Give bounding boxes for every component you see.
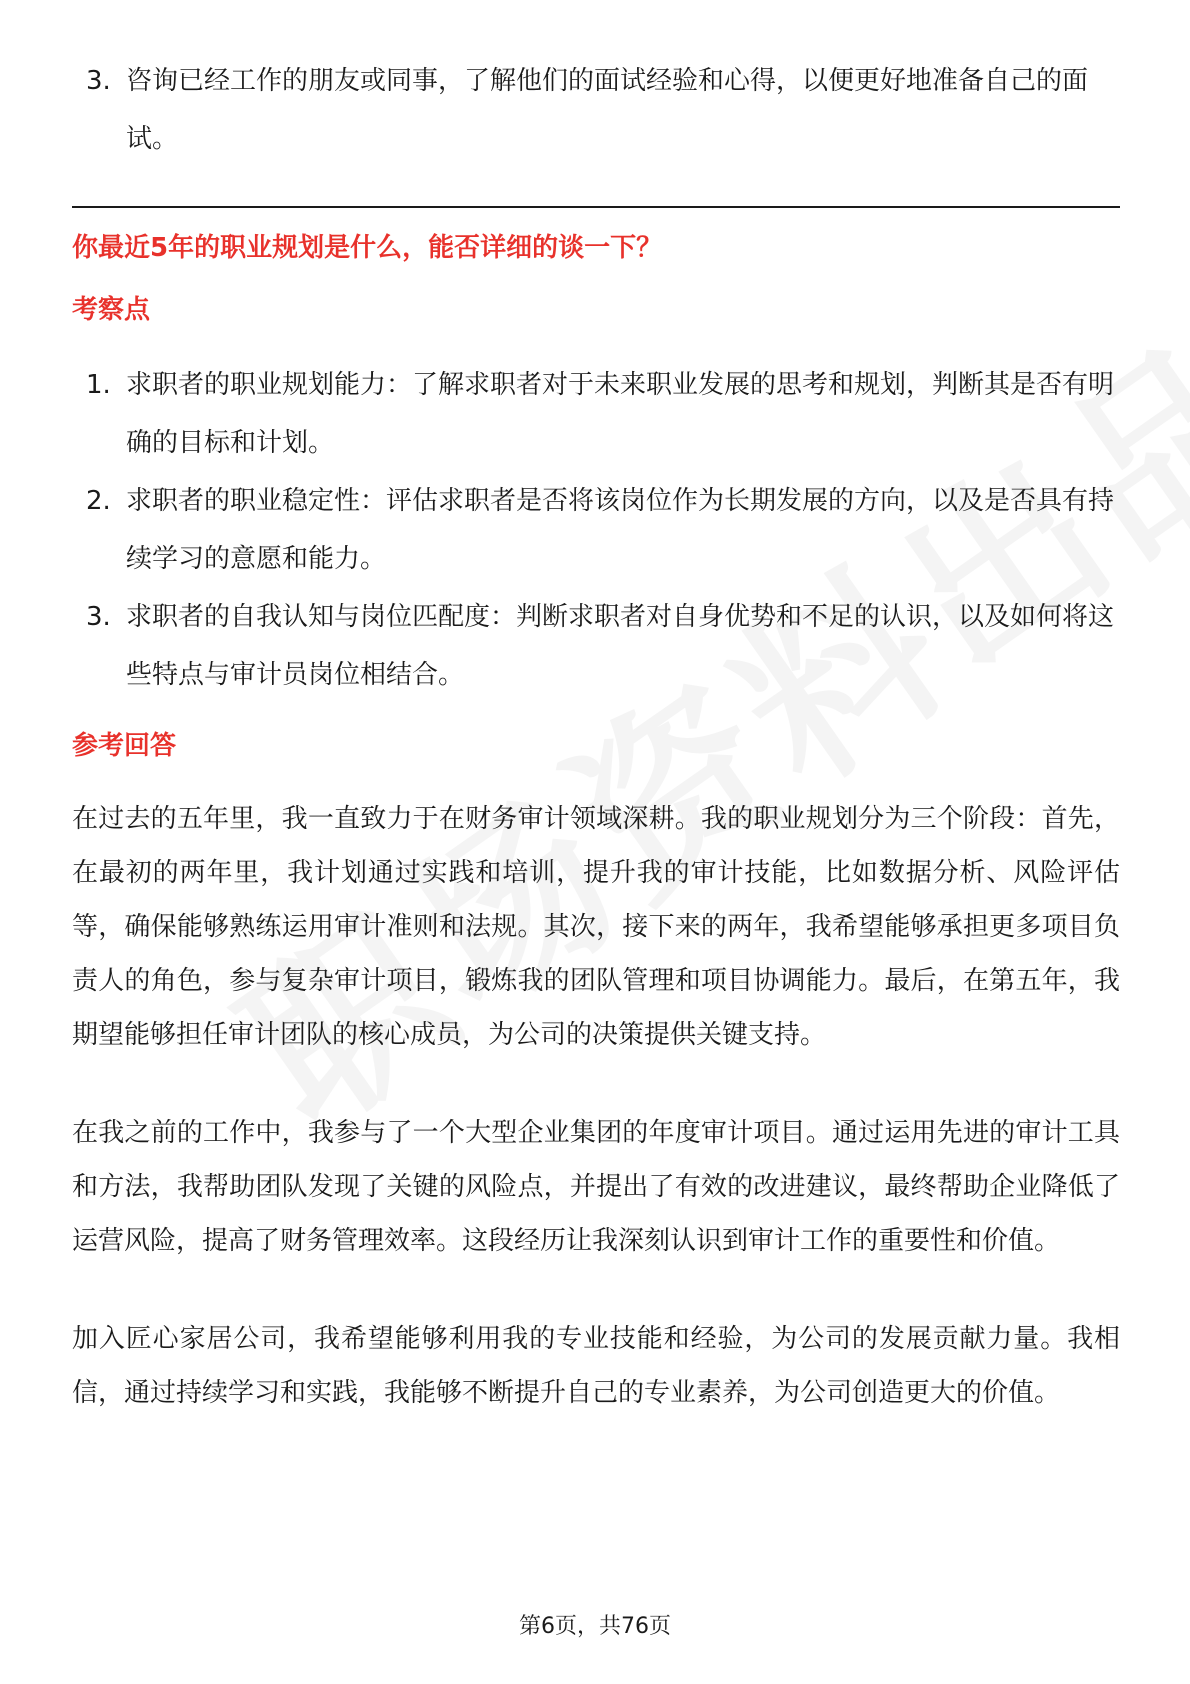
list-item-number: 1. bbox=[86, 370, 111, 400]
list-item bbox=[72, 588, 1120, 704]
continued-list bbox=[72, 52, 1120, 168]
section-divider bbox=[72, 206, 1120, 208]
page-content bbox=[72, 52, 1120, 1464]
answer-paragraph: 加入匠心家居公司，我希望能够利用我的专业技能和经验，为公司的发展贡献力量。我相信，通过持续学习和实践，我能够不断提升自己的专业素养，为公司创造更大的价值。 bbox=[72, 1324, 1120, 1408]
question-title: 你最近5年的职业规划是什么，能否详细的谈一下？ bbox=[72, 233, 663, 263]
list-item bbox=[72, 472, 1120, 588]
points-heading: 考察点 bbox=[72, 295, 151, 325]
list-item-number: 2. bbox=[86, 486, 111, 516]
page-number: 第6页，共76页 bbox=[519, 1614, 671, 1639]
answer-heading: 参考回答 bbox=[72, 731, 177, 761]
list-item bbox=[72, 52, 1120, 168]
points-list bbox=[72, 356, 1120, 704]
list-item-text: 求职者的自我认知与岗位匹配度：判断求职者对自身优势和不足的认识，以及如何将这些特点与审计员岗位相结合。 bbox=[126, 602, 1115, 690]
list-item-text: 求职者的职业稳定性：评估求职者是否将该岗位作为长期发展的方向，以及是否具有持续学习的意愿和能力。 bbox=[126, 486, 1115, 574]
answer-paragraph: 在过去的五年里，我一直致力于在财务审计领域深耕。我的职业规划分为三个阶段：首先，在最初的两年里，我计划通过实践和培训，提升我的审计技能，比如数据分析、风险评估等，确保能够熟练运用审计准则和法规。其次，接下来的两年，我希望能够承担更多项目负责人的角色，参与复杂审计项目，锻炼我的团队管理和项目协调能力。最后，在第五年，我期望能够担任审计团队的核心成员，为公司的决策提供关键支持。 bbox=[72, 804, 1120, 1050]
list-item-number: 3. bbox=[86, 66, 111, 96]
answer-paragraph: 在我之前的工作中，我参与了一个大型企业集团的年度审计项目。通过运用先进的审计工具和方法，我帮助团队发现了关键的风险点，并提出了有效的改进建议，最终帮助企业降低了运营风险，提高了财务管理效率。这段经历让我深刻认识到审计工作的重要性和价值。 bbox=[72, 1118, 1120, 1256]
list-item-number: 3. bbox=[86, 602, 111, 632]
list-item-text: 咨询已经工作的朋友或同事，了解他们的面试经验和心得，以便更好地准备自己的面试。 bbox=[126, 66, 1089, 154]
list-item-text: 求职者的职业规划能力：了解求职者对于未来职业发展的思考和规划，判断其是否有明确的目标和计划。 bbox=[126, 370, 1115, 458]
list-item bbox=[72, 356, 1120, 472]
